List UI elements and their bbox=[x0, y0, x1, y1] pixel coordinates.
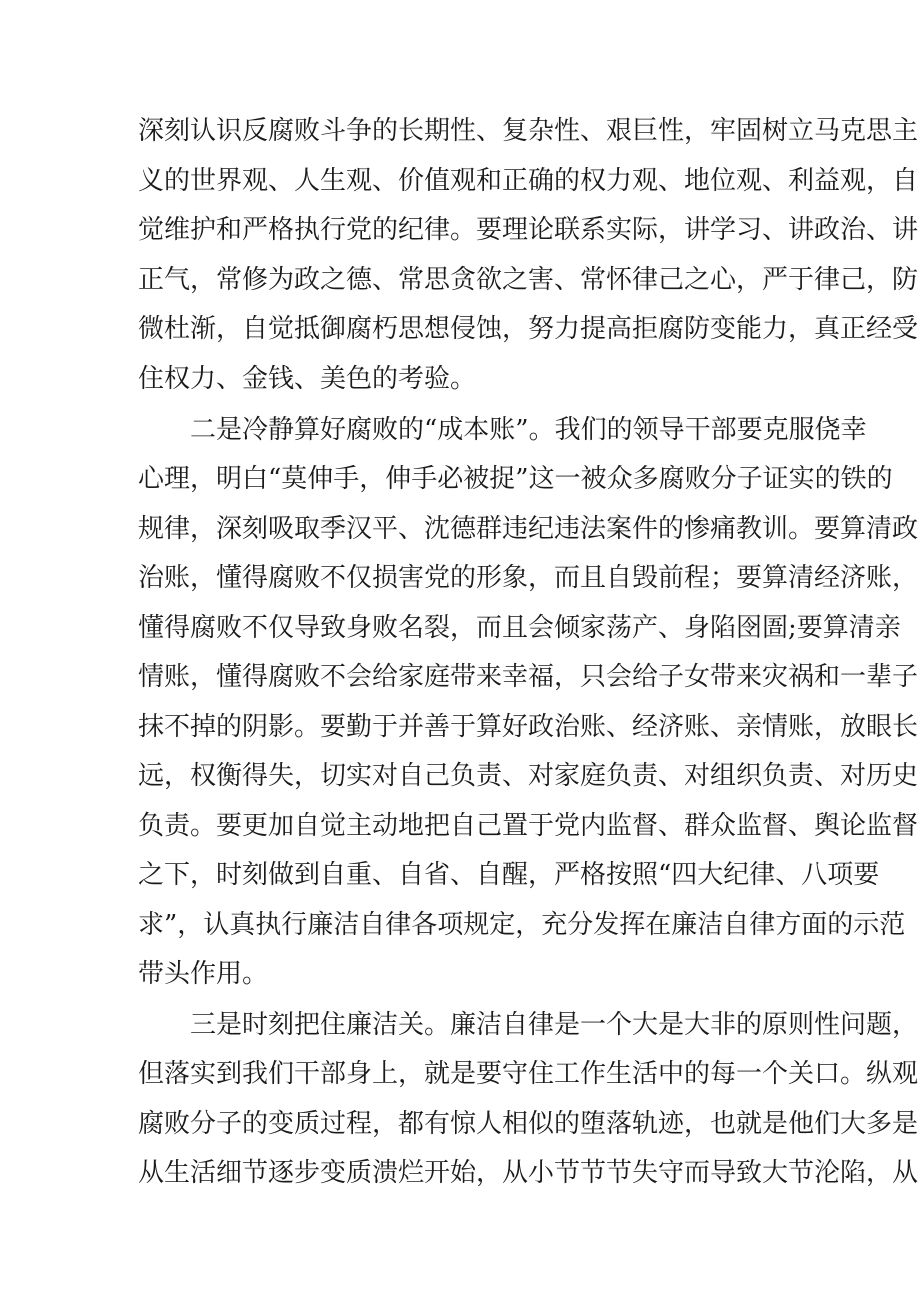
paragraph-2-line-2: 心理，明白“莫伸手，伸手必被捉”这一被众多腐败分子证实的铁的 bbox=[138, 464, 893, 494]
paragraph-1-line-5: 微杜渐，自觉抵御腐朽思想侵蚀，努力提高拒腐防变能力，真正经受 bbox=[138, 314, 919, 344]
paragraph-1-line-1: 深刻认识反腐败斗争的长期性、复杂性、艰巨性，牢固树立马克思主 bbox=[138, 116, 919, 146]
paragraph-2-line-3: 规律，深刻吸取季汉平、沈德群违纪违法案件的惨痛教训。要算清政 bbox=[138, 514, 919, 544]
paragraph-1-line-3: 觉维护和严格执行党的纪律。要理论联系实际，讲学习、讲政治、讲 bbox=[138, 215, 919, 245]
paragraph-2-line-5: 懂得腐败不仅导致身败名裂，而且会倾家荡产、身陷囹圄;要算清亲 bbox=[138, 613, 901, 643]
paragraph-1-line-6: 住权力、金钱、美色的考验。 bbox=[138, 364, 477, 394]
paragraph-3-line-4: 从生活细节逐步变质溃烂开始，从小节节节失守而导致大节沦陷，从 bbox=[138, 1158, 919, 1188]
paragraph-2-line-1: 二是冷静算好腐败的“成本账”。我们的领导干部要克服侥幸 bbox=[190, 415, 867, 445]
paragraph-1-line-2: 义的世界观、人生观、价值观和正确的权力观、地位观、利益观，自 bbox=[138, 166, 919, 196]
paragraph-2-line-6: 情账，懂得腐败不会给家庭带来幸福，只会给子女带来灾祸和一辈子 bbox=[138, 662, 919, 692]
paragraph-2-line-9: 负责。要更加自觉主动地把自己置于党内监督、群众监督、舆论监督 bbox=[138, 811, 919, 841]
paragraph-2-line-12: 带头作用。 bbox=[138, 959, 269, 989]
paragraph-3-line-3: 腐败分子的变质过程，都有惊人相似的堕落轨迹，也就是他们大多是 bbox=[138, 1109, 919, 1139]
paragraph-2-line-8: 远，权衡得失，切实对自己负责、对家庭负责、对组织负责、对历史 bbox=[138, 761, 919, 791]
paragraph-3-line-1: 三是时刻把住廉洁关。廉洁自律是一个大是大非的原则性问题， bbox=[190, 1010, 919, 1040]
paragraph-3-line-2: 但落实到我们干部身上，就是要守住工作生活中的每一个关口。纵观 bbox=[138, 1059, 919, 1089]
paragraph-2-line-4: 治账，懂得腐败不仅损害党的形象，而且自毁前程；要算清经济账， bbox=[138, 563, 919, 593]
paragraph-2-line-7: 抹不掉的阴影。要勤于并善于算好政治账、经济账、亲情账，放眼长 bbox=[138, 712, 919, 742]
paragraph-2-line-10: 之下，时刻做到自重、自省、自醒，严格按照“四大纪律、八项要 bbox=[138, 860, 880, 890]
paragraph-2-line-11: 求”，认真执行廉洁自律各项规定，充分发挥在廉洁自律方面的示范 bbox=[138, 910, 906, 940]
paragraph-1-line-4: 正气，常修为政之德、常思贪欲之害、常怀律己之心，严于律己，防 bbox=[138, 265, 919, 295]
